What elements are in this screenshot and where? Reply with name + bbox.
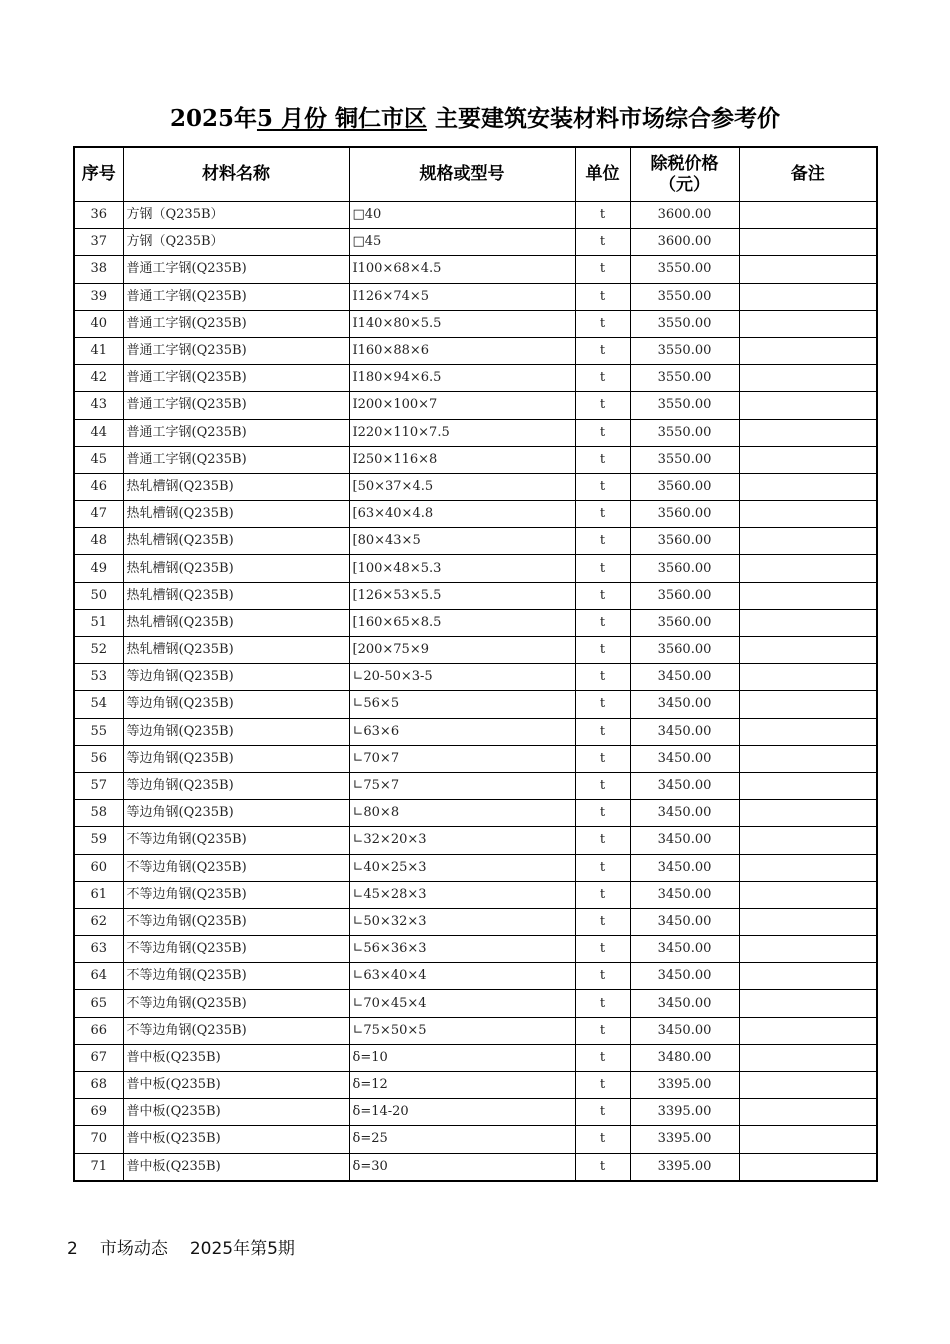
cell-price: 3395.00 (630, 1072, 739, 1099)
cell-material-name: 热轧槽钢(Q235B) (123, 555, 349, 582)
table-row (74, 1126, 877, 1153)
cell-spec: ∟70×45×4 (349, 990, 575, 1017)
cell-no: 59 (74, 827, 123, 854)
title-year: 2025年 (169, 105, 257, 132)
cell-spec: ∟56×36×3 (349, 936, 575, 963)
cell-material-name: 不等边角钢(Q235B) (123, 936, 349, 963)
cell-spec: [50×37×4.5 (349, 473, 575, 500)
header-price (630, 147, 739, 202)
cell-price: 3550.00 (630, 365, 739, 392)
cell-no: 70 (74, 1126, 123, 1153)
table-row (74, 609, 877, 636)
cell-material-name: 不等边角钢(Q235B) (123, 908, 349, 935)
cell-unit: t (575, 718, 630, 745)
cell-material-name: 不等边角钢(Q235B) (123, 854, 349, 881)
cell-unit: t (575, 419, 630, 446)
cell-no: 43 (74, 392, 123, 419)
footer-page-number: 2 (67, 1239, 78, 1259)
cell-spec: ∟75×7 (349, 772, 575, 799)
table-row (74, 1153, 877, 1181)
cell-spec: I250×116×8 (349, 446, 575, 473)
cell-material-name: 普中板(Q235B) (123, 1099, 349, 1126)
cell-note (739, 337, 877, 364)
cell-spec: [200×75×9 (349, 637, 575, 664)
cell-unit: t (575, 691, 630, 718)
cell-price: 3600.00 (630, 229, 739, 256)
header-name: 材料名称 (123, 147, 349, 202)
cell-note (739, 854, 877, 881)
cell-note (739, 609, 877, 636)
cell-price: 3480.00 (630, 1044, 739, 1071)
cell-spec: [63×40×4.8 (349, 501, 575, 528)
title-month-suffix: 月份 (272, 105, 327, 132)
cell-unit: t (575, 936, 630, 963)
cell-material-name: 不等边角钢(Q235B) (123, 963, 349, 990)
page-title (0, 100, 950, 133)
table-row (74, 772, 877, 799)
cell-material-name: 普中板(Q235B) (123, 1126, 349, 1153)
cell-spec: □45 (349, 229, 575, 256)
cell-no: 49 (74, 555, 123, 582)
cell-no: 64 (74, 963, 123, 990)
cell-unit: t (575, 473, 630, 500)
footer-publication: 市场动态 (99, 1239, 168, 1259)
cell-note (739, 229, 877, 256)
cell-note (739, 881, 877, 908)
cell-no: 65 (74, 990, 123, 1017)
header-note: 备注 (739, 147, 877, 202)
cell-price: 3450.00 (630, 881, 739, 908)
cell-spec: I200×100×7 (349, 392, 575, 419)
table-row (74, 963, 877, 990)
cell-unit: t (575, 800, 630, 827)
cell-note (739, 827, 877, 854)
table-row (74, 936, 877, 963)
cell-material-name: 热轧槽钢(Q235B) (123, 637, 349, 664)
cell-note (739, 555, 877, 582)
cell-no: 42 (74, 365, 123, 392)
cell-price: 3450.00 (630, 745, 739, 772)
cell-spec: I180×94×6.5 (349, 365, 575, 392)
cell-unit: t (575, 1044, 630, 1071)
cell-no: 45 (74, 446, 123, 473)
cell-unit: t (575, 365, 630, 392)
header-no: 序号 (74, 147, 123, 202)
header-price-line1: 除税价格 (650, 153, 719, 174)
cell-spec: ∟63×40×4 (349, 963, 575, 990)
cell-price: 3550.00 (630, 310, 739, 337)
cell-note (739, 637, 877, 664)
cell-note (739, 772, 877, 799)
cell-no: 38 (74, 256, 123, 283)
cell-spec: I126×74×5 (349, 283, 575, 310)
cell-price: 3450.00 (630, 772, 739, 799)
table-row (74, 555, 877, 582)
table-row (74, 310, 877, 337)
cell-unit: t (575, 229, 630, 256)
table-row (74, 1072, 877, 1099)
cell-price: 3450.00 (630, 691, 739, 718)
cell-spec: δ=25 (349, 1126, 575, 1153)
cell-spec: [160×65×8.5 (349, 609, 575, 636)
cell-spec: I100×68×4.5 (349, 256, 575, 283)
cell-spec: I160×88×6 (349, 337, 575, 364)
table-body (74, 202, 877, 1181)
cell-material-name: 热轧槽钢(Q235B) (123, 473, 349, 500)
cell-spec: ∟45×28×3 (349, 881, 575, 908)
cell-spec: I220×110×7.5 (349, 419, 575, 446)
cell-note (739, 745, 877, 772)
cell-no: 55 (74, 718, 123, 745)
cell-material-name: 热轧槽钢(Q235B) (123, 609, 349, 636)
table-row (74, 854, 877, 881)
table-row (74, 1017, 877, 1044)
table-row (74, 256, 877, 283)
cell-note (739, 664, 877, 691)
cell-spec: ∟50×32×3 (349, 908, 575, 935)
cell-no: 39 (74, 283, 123, 310)
cell-material-name: 普通工字钢(Q235B) (123, 392, 349, 419)
cell-unit: t (575, 908, 630, 935)
cell-material-name: 不等边角钢(Q235B) (123, 881, 349, 908)
table-row (74, 718, 877, 745)
cell-spec: ∟63×6 (349, 718, 575, 745)
cell-note (739, 446, 877, 473)
cell-note (739, 1017, 877, 1044)
cell-unit: t (575, 501, 630, 528)
cell-unit: t (575, 664, 630, 691)
table-row (74, 229, 877, 256)
cell-unit: t (575, 1017, 630, 1044)
cell-note (739, 202, 877, 229)
cell-note (739, 365, 877, 392)
cell-unit: t (575, 1072, 630, 1099)
cell-note (739, 582, 877, 609)
cell-material-name: 等边角钢(Q235B) (123, 772, 349, 799)
cell-material-name: 普通工字钢(Q235B) (123, 337, 349, 364)
cell-material-name: 等边角钢(Q235B) (123, 800, 349, 827)
cell-note (739, 963, 877, 990)
cell-price: 3550.00 (630, 392, 739, 419)
cell-price: 3560.00 (630, 582, 739, 609)
cell-material-name: 普中板(Q235B) (123, 1153, 349, 1181)
table-row (74, 283, 877, 310)
cell-note (739, 936, 877, 963)
cell-no: 53 (74, 664, 123, 691)
cell-price: 3560.00 (630, 555, 739, 582)
cell-price: 3450.00 (630, 718, 739, 745)
cell-price: 3600.00 (630, 202, 739, 229)
cell-material-name: 等边角钢(Q235B) (123, 745, 349, 772)
cell-no: 67 (74, 1044, 123, 1071)
cell-price: 3450.00 (630, 664, 739, 691)
page-footer (67, 1234, 317, 1259)
cell-spec: ∟20-50×3-5 (349, 664, 575, 691)
cell-no: 41 (74, 337, 123, 364)
table-header-row (74, 147, 877, 202)
cell-no: 36 (74, 202, 123, 229)
cell-price: 3450.00 (630, 936, 739, 963)
table-row (74, 1044, 877, 1071)
cell-price: 3450.00 (630, 963, 739, 990)
cell-material-name: 热轧槽钢(Q235B) (123, 528, 349, 555)
cell-unit: t (575, 963, 630, 990)
cell-material-name: 热轧槽钢(Q235B) (123, 582, 349, 609)
cell-spec: δ=10 (349, 1044, 575, 1071)
cell-unit: t (575, 745, 630, 772)
cell-price: 3450.00 (630, 854, 739, 881)
cell-material-name: 普通工字钢(Q235B) (123, 256, 349, 283)
cell-material-name: 等边角钢(Q235B) (123, 691, 349, 718)
cell-unit: t (575, 772, 630, 799)
cell-price: 3560.00 (630, 609, 739, 636)
cell-unit: t (575, 202, 630, 229)
footer-issue: 2025年第5期 (189, 1239, 295, 1259)
cell-spec: δ=12 (349, 1072, 575, 1099)
cell-unit: t (575, 283, 630, 310)
title-rest: 主要建筑安装材料市场综合参考价 (427, 105, 781, 132)
cell-note (739, 1099, 877, 1126)
cell-no: 66 (74, 1017, 123, 1044)
header-spec: 规格或型号 (349, 147, 575, 202)
cell-price: 3550.00 (630, 283, 739, 310)
cell-note (739, 283, 877, 310)
cell-note (739, 528, 877, 555)
cell-note (739, 908, 877, 935)
cell-spec: ∟70×7 (349, 745, 575, 772)
cell-material-name: 普中板(Q235B) (123, 1072, 349, 1099)
cell-note (739, 392, 877, 419)
table-row (74, 908, 877, 935)
cell-price: 3550.00 (630, 337, 739, 364)
price-table (73, 146, 878, 1182)
cell-no: 54 (74, 691, 123, 718)
table-row (74, 664, 877, 691)
table-row (74, 446, 877, 473)
cell-unit: t (575, 1099, 630, 1126)
cell-no: 71 (74, 1153, 123, 1181)
cell-unit: t (575, 555, 630, 582)
table-row (74, 501, 877, 528)
header-unit: 单位 (575, 147, 630, 202)
cell-price: 3450.00 (630, 990, 739, 1017)
cell-no: 50 (74, 582, 123, 609)
table-row (74, 800, 877, 827)
cell-spec: ∟40×25×3 (349, 854, 575, 881)
cell-no: 48 (74, 528, 123, 555)
cell-material-name: 不等边角钢(Q235B) (123, 990, 349, 1017)
cell-price: 3450.00 (630, 1017, 739, 1044)
cell-note (739, 1153, 877, 1181)
cell-spec: □40 (349, 202, 575, 229)
cell-material-name: 普通工字钢(Q235B) (123, 446, 349, 473)
cell-spec: [100×48×5.3 (349, 555, 575, 582)
cell-material-name: 普通工字钢(Q235B) (123, 283, 349, 310)
table-row (74, 365, 877, 392)
table-row (74, 528, 877, 555)
cell-no: 52 (74, 637, 123, 664)
cell-material-name: 普通工字钢(Q235B) (123, 365, 349, 392)
cell-material-name: 普通工字钢(Q235B) (123, 310, 349, 337)
cell-no: 46 (74, 473, 123, 500)
cell-price: 3550.00 (630, 256, 739, 283)
cell-note (739, 1044, 877, 1071)
cell-note (739, 419, 877, 446)
table-row (74, 990, 877, 1017)
table-row (74, 582, 877, 609)
cell-unit: t (575, 637, 630, 664)
cell-no: 60 (74, 854, 123, 881)
cell-note (739, 1072, 877, 1099)
cell-no: 58 (74, 800, 123, 827)
cell-no: 37 (74, 229, 123, 256)
cell-no: 68 (74, 1072, 123, 1099)
table-row (74, 745, 877, 772)
cell-spec: I140×80×5.5 (349, 310, 575, 337)
cell-material-name: 等边角钢(Q235B) (123, 664, 349, 691)
cell-spec: ∟80×8 (349, 800, 575, 827)
cell-spec: ∟32×20×3 (349, 827, 575, 854)
cell-no: 63 (74, 936, 123, 963)
cell-unit: t (575, 337, 630, 364)
cell-price: 3395.00 (630, 1099, 739, 1126)
cell-material-name: 普中板(Q235B) (123, 1044, 349, 1071)
cell-unit: t (575, 990, 630, 1017)
cell-spec: ∟56×5 (349, 691, 575, 718)
table-row (74, 637, 877, 664)
cell-unit: t (575, 528, 630, 555)
table-row (74, 202, 877, 229)
cell-unit: t (575, 609, 630, 636)
table-row (74, 392, 877, 419)
cell-spec: [80×43×5 (349, 528, 575, 555)
cell-unit: t (575, 881, 630, 908)
cell-note (739, 718, 877, 745)
cell-unit: t (575, 1153, 630, 1181)
cell-unit: t (575, 392, 630, 419)
cell-no: 44 (74, 419, 123, 446)
cell-no: 69 (74, 1099, 123, 1126)
cell-material-name: 方钢（Q235B） (123, 229, 349, 256)
cell-material-name: 不等边角钢(Q235B) (123, 1017, 349, 1044)
cell-note (739, 800, 877, 827)
cell-note (739, 473, 877, 500)
cell-no: 56 (74, 745, 123, 772)
title-region: 铜仁市区 (327, 105, 428, 132)
title-month: 5 (256, 105, 273, 132)
cell-no: 57 (74, 772, 123, 799)
cell-unit: t (575, 854, 630, 881)
cell-price: 3450.00 (630, 908, 739, 935)
cell-note (739, 990, 877, 1017)
cell-spec: ∟75×50×5 (349, 1017, 575, 1044)
table-row (74, 1099, 877, 1126)
cell-unit: t (575, 582, 630, 609)
cell-spec: δ=14-20 (349, 1099, 575, 1126)
cell-unit: t (575, 310, 630, 337)
cell-price: 3560.00 (630, 637, 739, 664)
cell-price: 3550.00 (630, 446, 739, 473)
cell-note (739, 1126, 877, 1153)
cell-price: 3450.00 (630, 827, 739, 854)
cell-material-name: 热轧槽钢(Q235B) (123, 501, 349, 528)
table-row (74, 337, 877, 364)
table-row (74, 419, 877, 446)
cell-price: 3560.00 (630, 501, 739, 528)
cell-price: 3450.00 (630, 800, 739, 827)
cell-no: 47 (74, 501, 123, 528)
cell-spec: [126×53×5.5 (349, 582, 575, 609)
cell-note (739, 691, 877, 718)
cell-no: 62 (74, 908, 123, 935)
cell-unit: t (575, 446, 630, 473)
cell-price: 3550.00 (630, 419, 739, 446)
table-row (74, 827, 877, 854)
cell-note (739, 501, 877, 528)
cell-no: 40 (74, 310, 123, 337)
header-price-line2: （元） (659, 174, 710, 195)
cell-price: 3395.00 (630, 1126, 739, 1153)
cell-price: 3560.00 (630, 473, 739, 500)
cell-note (739, 310, 877, 337)
cell-no: 61 (74, 881, 123, 908)
cell-material-name: 方钢（Q235B） (123, 202, 349, 229)
cell-unit: t (575, 1126, 630, 1153)
cell-material-name: 普通工字钢(Q235B) (123, 419, 349, 446)
cell-price: 3560.00 (630, 528, 739, 555)
cell-material-name: 不等边角钢(Q235B) (123, 827, 349, 854)
cell-material-name: 等边角钢(Q235B) (123, 718, 349, 745)
cell-no: 51 (74, 609, 123, 636)
table-row (74, 691, 877, 718)
cell-note (739, 256, 877, 283)
cell-price: 3395.00 (630, 1153, 739, 1181)
table-row (74, 881, 877, 908)
table-row (74, 473, 877, 500)
cell-unit: t (575, 256, 630, 283)
cell-unit: t (575, 827, 630, 854)
cell-spec: δ=30 (349, 1153, 575, 1181)
